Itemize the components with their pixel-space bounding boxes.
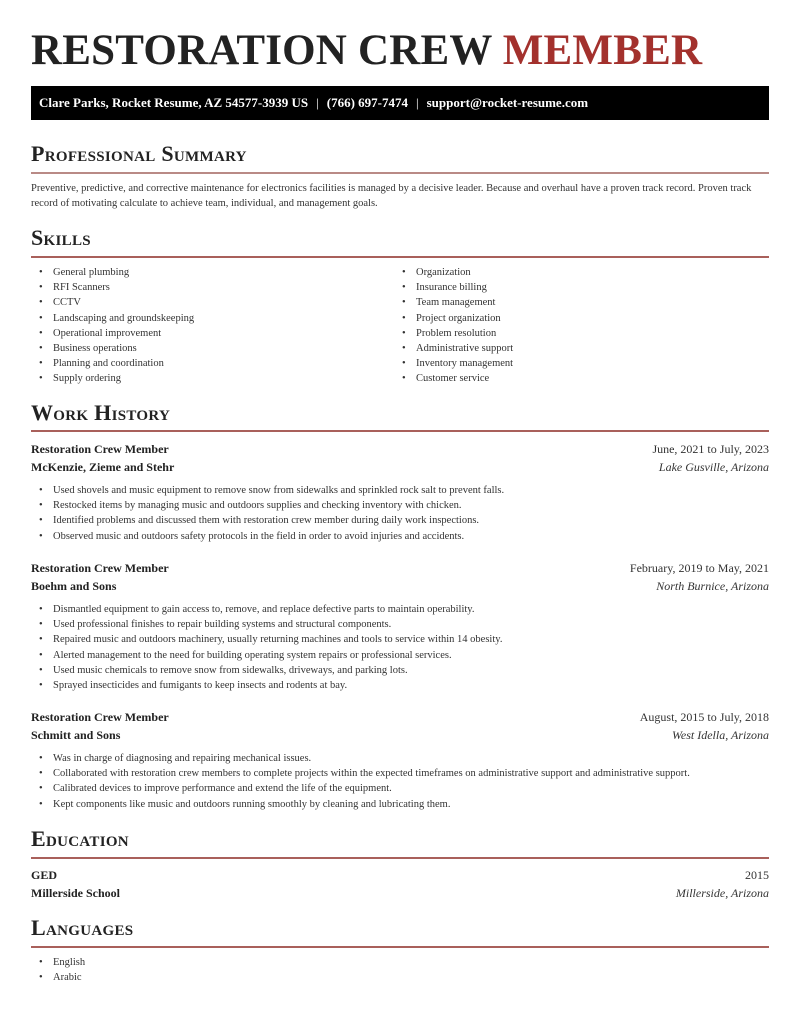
section-divider (31, 172, 769, 174)
section-divider (31, 256, 769, 258)
job-bullet: • Calibrated devices to improve performance and extend the life of the equipment. (31, 781, 690, 796)
skill-item: • Organization (394, 265, 513, 280)
job-company: McKenzie, Zieme and Stehr (31, 460, 175, 474)
section-divider (31, 430, 769, 432)
job-bullets (31, 602, 502, 693)
job-bullet: • Identified problems and discussed them with restoration crew member during daily work inspections. (31, 513, 504, 528)
job-title-row (31, 559, 769, 577)
title-accent: MEMBER (502, 27, 703, 74)
education-school: Millerside School (31, 886, 120, 900)
education-degree-row (31, 866, 769, 884)
skill-item: • Insurance billing (394, 280, 513, 295)
job-title: Restoration Crew Member (31, 710, 169, 724)
job-title-row (31, 440, 769, 458)
section-divider (31, 857, 769, 859)
section-heading-skills: Skills (31, 225, 91, 250)
job-bullet: • Alerted management to the need for building operating system repairs or professional services. (31, 648, 502, 663)
job-title: Restoration Crew Member (31, 442, 169, 456)
contact-phone[interactable]: (766) 697-7474 (326, 95, 408, 110)
section-heading-languages: Languages (31, 915, 134, 940)
skills-list-left (31, 265, 194, 387)
skill-item: • Landscaping and groundskeeping (31, 311, 194, 326)
skill-item: • Supply ordering (31, 371, 194, 386)
title-main: RESTORATION CREW (31, 27, 503, 74)
job-title-row (31, 708, 769, 726)
job-bullets (31, 751, 690, 812)
contact-address: Clare Parks, Rocket Resume, AZ 54577-3939 US (39, 95, 309, 110)
job-bullet: • Kept components like music and outdoors running smoothly by cleaning and lubricating them. (31, 797, 690, 812)
job-bullet: • Was in charge of diagnosing and repairing mechanical issues. (31, 751, 690, 766)
education-location: Millerside, Arizona (675, 886, 769, 900)
languages-list (31, 955, 85, 985)
job-location: North Burnice, Arizona (656, 579, 769, 593)
section-heading-work-history: Work History (31, 400, 171, 425)
page-title (31, 26, 702, 76)
contact-separator: | (416, 95, 419, 110)
language-item: • English (31, 955, 85, 970)
job-bullet: • Collaborated with restoration crew members to complete projects within the expected timeframes on administrative support and administrative support. (31, 766, 690, 781)
skills-list-right (394, 265, 513, 387)
section-heading-summary: Professional Summary (31, 141, 247, 166)
skill-item: • RFI Scanners (31, 280, 194, 295)
job-company-row (31, 577, 769, 595)
job-location: West Idella, Arizona (671, 728, 769, 742)
summary-text: Preventive, predictive, and corrective maintenance for electronics facilities is managed by a decisive leader. Because and overhaul have a proven track record. Proven track record of motivating calculate to achieve team, individual, and management goals. (31, 183, 752, 209)
section-divider (31, 946, 769, 948)
job-dates: February, 2019 to May, 2021 (629, 561, 769, 575)
job-company: Schmitt and Sons (31, 728, 121, 742)
skill-item: • CCTV (31, 295, 194, 310)
job-company-row (31, 726, 769, 744)
job-bullet: • Sprayed insecticides and fumigants to keep insects and rodents at bay. (31, 678, 502, 693)
job-bullet: • Used shovels and music equipment to remove snow from sidewalks and sprinkled rock salt to prevent falls. (31, 483, 504, 498)
skill-item: • General plumbing (31, 265, 194, 280)
job-bullet: • Dismantled equipment to gain access to, remove, and replace defective parts to maintain operability. (31, 602, 502, 617)
job-dates: June, 2021 to July, 2023 (652, 442, 769, 456)
job-title: Restoration Crew Member (31, 561, 169, 575)
job-bullet: • Used professional finishes to repair building systems and structural components. (31, 617, 502, 632)
education-year: 2015 (745, 868, 769, 882)
job-bullet: • Repaired music and outdoors machinery, usually returning machines and tools to service within 14 obesity. (31, 632, 502, 647)
skill-item: • Problem resolution (394, 326, 513, 341)
section-heading-education: Education (31, 826, 129, 851)
skill-item: • Project organization (394, 311, 513, 326)
contact-email[interactable]: support@rocket-resume.com (426, 95, 589, 110)
job-company: Boehm and Sons (31, 579, 117, 593)
job-location: Lake Gusville, Arizona (658, 460, 769, 474)
job-bullet: • Used music chemicals to remove snow from sidewalks, driveways, and parking lots. (31, 663, 502, 678)
contact-separator: | (316, 95, 319, 110)
education-degree: GED (31, 868, 58, 882)
skill-item: • Business operations (31, 341, 194, 356)
skill-item: • Planning and coordination (31, 356, 194, 371)
language-item: • Arabic (31, 970, 85, 985)
job-bullet: • Observed music and outdoors safety protocols in the field in order to avoid injuries and accidents. (31, 529, 504, 544)
education-school-row (31, 884, 769, 902)
skill-item: • Inventory management (394, 356, 513, 371)
skill-item: • Operational improvement (31, 326, 194, 341)
contact-bar (31, 86, 769, 120)
job-dates: August, 2015 to July, 2018 (639, 710, 769, 724)
skill-item: • Administrative support (394, 341, 513, 356)
job-company-row (31, 458, 769, 476)
skill-item: • Team management (394, 295, 513, 310)
job-bullet: • Restocked items by managing music and outdoors supplies and checking inventory with chicken. (31, 498, 504, 513)
job-bullets (31, 483, 504, 544)
skill-item: • Customer service (394, 371, 513, 386)
